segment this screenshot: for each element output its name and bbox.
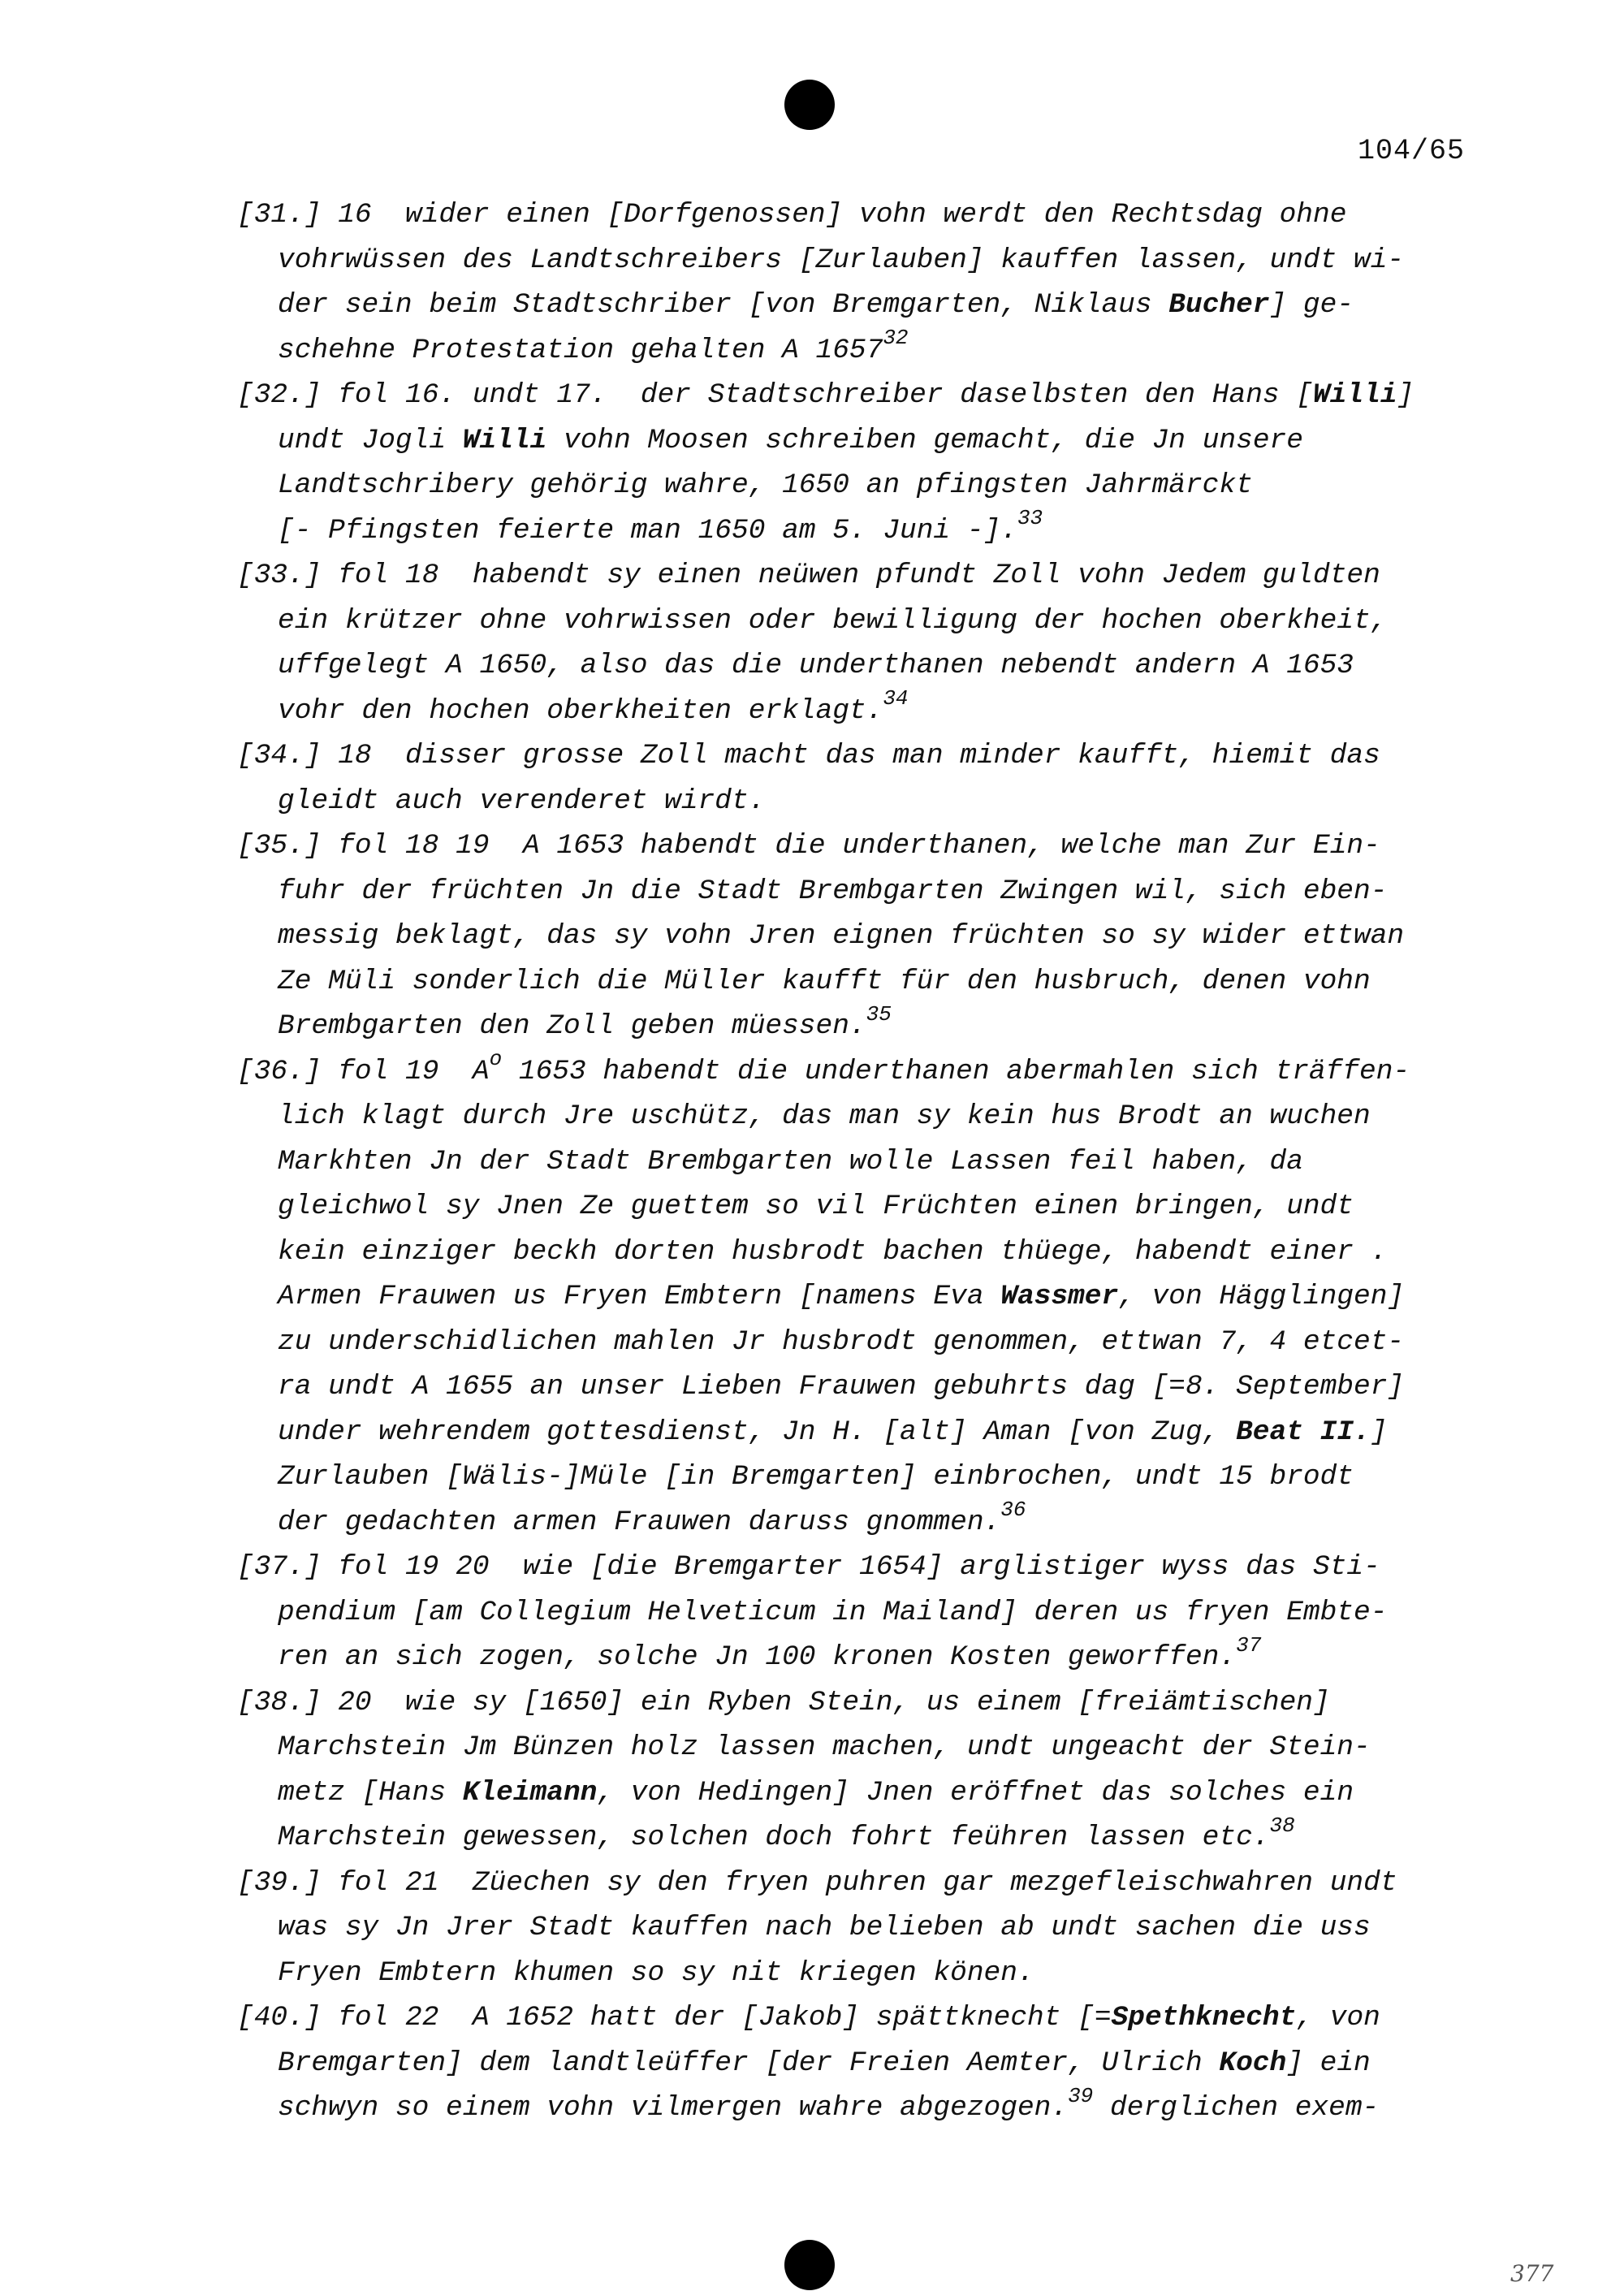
entry-40: [237, 1995, 1504, 2131]
text-segment: Zurlauben [Wälis-]Müle [in Bremgarten] einbrochen, undt 15 brodt: [278, 1461, 1354, 1493]
text-line: [237, 959, 1504, 1005]
entry-39: [237, 1861, 1504, 1996]
text-segment: [32.] fol 16. undt 17. der Stadtschreiber daselbsten den Hans [: [237, 379, 1314, 411]
bold-name: Beat II.: [1236, 1416, 1371, 1448]
text-line: [237, 599, 1504, 644]
entry-35: [237, 823, 1504, 1049]
text-line: [237, 1094, 1504, 1139]
text-line: [237, 508, 1504, 554]
text-line: [237, 1680, 1504, 1726]
page-number: 104/65: [1358, 135, 1466, 167]
text-line: [237, 643, 1504, 689]
text-line: [237, 733, 1504, 779]
footnote-ref: 35: [866, 1001, 892, 1027]
text-line: [237, 1001, 1504, 1049]
text-segment: [36.] fol 19 A: [237, 1055, 490, 1087]
text-segment: schwyn so einem vohn vilmergen wahre abgezogen.: [278, 2092, 1069, 2124]
text-line: [237, 1545, 1504, 1590]
text-segment: 1653 habendt die underthanen abermahlen sich träffen-: [502, 1055, 1410, 1087]
bold-name: Wassmer: [1000, 1281, 1119, 1312]
binder-hole-bottom: [784, 2240, 835, 2290]
text-segment: [34.] 18 disser grosse Zoll macht das man minder kaufft, hiemit das: [237, 740, 1380, 772]
bold-name: Willi: [1313, 379, 1397, 411]
text-segment: was sy Jn Jrer Stadt kauffen nach belieben ab undt sachen die uss: [278, 1912, 1371, 1943]
text-segment: gleidt auch verenderet wirdt.: [278, 785, 766, 817]
bold-name: Bucher: [1168, 289, 1270, 321]
text-segment: ein krützer ohne vohrwissen oder bewilligung der hochen oberkheit,: [278, 604, 1388, 637]
text-line: [237, 1770, 1504, 1816]
text-line: [237, 1632, 1504, 1680]
entry-34: [237, 733, 1504, 823]
text-segment: der sein beim Stadtschriber [von Bremgarten, Niklaus: [278, 289, 1169, 321]
text-line: [237, 418, 1504, 464]
text-line: [237, 779, 1504, 824]
text-segment: [35.] fol 18 19 A 1653 habendt die underthanen, welche man Zur Ein-: [237, 830, 1380, 862]
text-line: [237, 192, 1504, 238]
text-segment: Brembgarten den Zoll geben müessen.: [278, 1010, 866, 1042]
text-segment: vohr den hochen oberkheiten erklagt.: [278, 694, 883, 727]
text-segment: metz [Hans: [278, 1776, 463, 1809]
text-segment: Armen Frauwen us Fryen Embtern [namens Eva: [278, 1281, 1001, 1312]
footnote-ref: 38: [1269, 1813, 1295, 1838]
text-line: [237, 463, 1504, 508]
text-segment: Marchstein Jm Bünzen holz lassen machen, undt ungeacht der Stein-: [278, 1731, 1371, 1763]
entry-33: [237, 553, 1504, 733]
text-line: [237, 1184, 1504, 1230]
text-segment: Ze Müli sonderlich die Müller kaufft für den husbruch, denen vohn: [278, 965, 1371, 997]
text-segment: undt Jogli: [278, 424, 463, 456]
entry-36: [237, 1049, 1504, 1545]
footnote-ref: 32: [883, 326, 909, 350]
text-segment: uffgelegt A 1650, also das die underthanen nebendt andern A 1653: [278, 650, 1354, 681]
text-segment: Landtschribery gehörig wahre, 1650 an pfingsten Jahrmärckt: [278, 469, 1253, 501]
text-segment: [37.] fol 19 20 wie [die Bremgarter 1654] arglistiger wyss das Sti-: [237, 1551, 1380, 1583]
text-segment: messig beklagt, das sy vohn Jren eignen früchten so sy wider ettwan: [278, 920, 1405, 952]
footnote-ref: 36: [1000, 1498, 1026, 1522]
text-line: [237, 1815, 1504, 1861]
footnote-ref: o: [489, 1047, 503, 1071]
text-line: [237, 328, 1504, 374]
text-segment: schehne Protestation gehalten A 1657: [278, 334, 883, 366]
text-segment: [33.] fol 18 habendt sy einen neüwen pfundt Zoll vohn Jedem guldten: [237, 560, 1380, 591]
text-line: [237, 1049, 1504, 1095]
text-segment: ]: [1397, 379, 1415, 411]
text-segment: , von: [1296, 2002, 1380, 2034]
text-segment: zu underschidlichen mahlen Jr husbrodt genommen, ettwan 7, 4 etcet-: [278, 1325, 1405, 1358]
text-segment: [39.] fol 21 Züechen sy den fryen puhren gar mezgefleischwahren undt: [237, 1866, 1397, 1899]
text-segment: fuhr der früchten Jn die Stadt Brembgarten Zwingen wil, sich eben-: [278, 875, 1388, 907]
footnote-ref: 37: [1236, 1632, 1262, 1658]
text-line: [237, 553, 1504, 599]
footnote-ref: 33: [1017, 506, 1043, 530]
text-line: [237, 1725, 1504, 1770]
entry-38: [237, 1680, 1504, 1861]
text-segment: gleichwol sy Jnen Ze guettem so vil Früchten einen bringen, undt: [278, 1191, 1354, 1222]
text-segment: vohrwüssen des Landtschreibers [Zurlauben] kauffen lassen, undt wi-: [278, 244, 1405, 276]
text-segment: derglichen exem-: [1093, 2092, 1380, 2124]
text-line: [237, 869, 1504, 914]
text-segment: under wehrendem gottesdienst, Jn H. [alt] Aman [von Zug,: [278, 1416, 1237, 1448]
text-line: [237, 2083, 1504, 2131]
text-line: [237, 1410, 1504, 1455]
bold-name: Koch: [1219, 2047, 1287, 2079]
text-segment: Bremgarten] dem landtleüffer [der Freien Aemter, Ulrich: [278, 2047, 1220, 2079]
text-segment: vohn Moosen schreiben gemacht, die Jn unsere: [546, 424, 1303, 456]
text-segment: [40.] fol 22 A 1652 hatt der [Jakob] spättknecht [=: [237, 2002, 1112, 2034]
text-line: [237, 373, 1504, 418]
corner-mark: 377: [1510, 2260, 1554, 2287]
footnote-ref: 34: [883, 686, 909, 711]
text-segment: [- Pfingsten feierte man 1650 am 5. Juni -].: [278, 514, 1017, 547]
text-segment: ren an sich zogen, solche Jn 100 kronen Kosten geworffen.: [278, 1641, 1237, 1673]
text-segment: ra undt A 1655 an unser Lieben Frauwen gebuhrts dag [=8. September]: [278, 1371, 1405, 1403]
text-segment: , von Hägglingen]: [1118, 1281, 1405, 1312]
text-segment: kein einziger beckh dorten husbrodt bachen thüege, habendt einer .: [278, 1235, 1388, 1268]
entry-32: [237, 373, 1504, 553]
text-segment: der gedachten armen Frauwen daruss gnommen.: [278, 1506, 1001, 1538]
text-line: [237, 1455, 1504, 1500]
text-segment: ] ge-: [1269, 289, 1354, 321]
text-line: [237, 1139, 1504, 1185]
text-line: [237, 1274, 1504, 1320]
text-segment: [38.] 20 wie sy [1650] ein Ryben Stein, us einem [freiämtischen]: [237, 1686, 1330, 1718]
text-segment: pendium [am Collegium Helveticum in Mailand] deren us fryen Embte-: [278, 1596, 1388, 1628]
text-segment: Markhten Jn der Stadt Brembgarten wolle Lassen feil haben, da: [278, 1145, 1303, 1178]
text-line: [237, 283, 1504, 328]
text-line: [237, 686, 1504, 734]
text-segment: Marchstein gewessen, solchen doch fohrt feühren lassen etc.: [278, 1822, 1270, 1853]
text-line: [237, 238, 1504, 283]
text-segment: Fryen Embtern khumen so sy nit kriegen könen.: [278, 1956, 1034, 1989]
bold-name: Kleimann: [462, 1776, 598, 1809]
text-line: [237, 1500, 1504, 1545]
text-segment: [31.] 16 wider einen [Dorfgenossen] vohn werdt den Rechtsdag ohne: [237, 199, 1347, 231]
text-line: [237, 914, 1504, 959]
text-line: [237, 1590, 1504, 1636]
text-segment: lich klagt durch Jre uschütz, das man sy kein hus Brodt an wuchen: [278, 1100, 1371, 1132]
text-line: [237, 1995, 1504, 2041]
text-line: [237, 2041, 1504, 2086]
bold-name: Spethknecht: [1111, 2002, 1297, 2034]
text-line: [237, 1230, 1504, 1275]
text-segment: , von Hedingen] Jnen eröffnet das solches ein: [597, 1776, 1354, 1809]
text-segment: ] ein: [1286, 2047, 1371, 2079]
document-body: [237, 192, 1504, 2131]
text-line: [237, 1905, 1504, 1951]
footnote-ref: 39: [1068, 2083, 1094, 2108]
bold-name: Willi: [462, 424, 547, 456]
text-line: [237, 823, 1504, 869]
binder-hole-top: [784, 80, 835, 130]
text-line: [237, 1320, 1504, 1365]
entry-31: [237, 192, 1504, 373]
text-line: [237, 1364, 1504, 1410]
text-line: [237, 1861, 1504, 1906]
text-line: [237, 1951, 1504, 1996]
text-segment: ]: [1370, 1416, 1388, 1448]
entry-37: [237, 1545, 1504, 1680]
